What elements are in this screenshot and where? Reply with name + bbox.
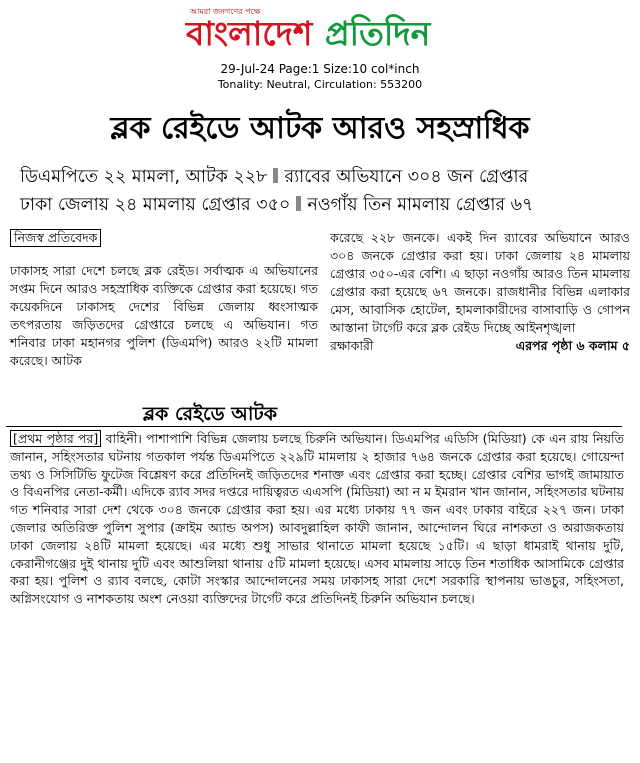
continuation-note: এরপর পৃষ্ঠা ৬ কলাম ৫: [515, 338, 630, 353]
subhead-separator: [296, 196, 301, 211]
continuation-heading: ব্লক রেইডে আটক: [142, 403, 278, 425]
subhead-separator: [273, 168, 278, 183]
masthead-name-part2: প্রতিদিন: [325, 14, 431, 53]
article-column-2-text: করেছে ২২৮ জনকে। একই দিন র‌্যাবের অভিযানে আরও ৩০৪ জনকে গ্রেপ্তার করা হয়। ঢাকা জেলায় ২৪ মামলায় গ্রেপ্তার ৩৫০-এর বেশি। এ ছাড়া নওগাঁয় আরও তিন মামলায় গ্রেপ্তার করা হয়েছে ৬৭ জনকে। রাজধানীর বিভিন্ন এলাকার মেস, আবাসিক হোটেল, হামলাকারীদের বাসাবাড়ি ও গোপন আস্তানা টার্গেট করে ব্লক রেইড দিচ্ছে আইনশৃঙ্খলা: [330, 230, 630, 335]
masthead: [0, 2, 640, 54]
article-column-2: [330, 229, 630, 355]
byline: নিজস্ব প্রতিবেদক: [10, 229, 101, 247]
masthead-tagline: আমরা জনগণের পক্ষে: [190, 7, 261, 16]
article-column-1: ঢাকাসহ সারা দেশে চলছে ব্লক রেইড। সর্বাত্মক এ অভিযানের সপ্তম দিনে আরও সহস্রাধিক ব্যক্তিকে গ্রেপ্তার করা হয়েছে। গত কয়েকদিনে ঢাকাসহ দেশের বিভিন্ন জেলায় ধ্বংসাত্মক তৎপরতায় জড়িতদের গ্রেপ্তারে চলছে এ অভিযান। গত শনিবার ঢাকা মহানগর পুলিশ (ডিএমপি) আরও ২২টি মামলা করেছে। আটক: [10, 263, 318, 368]
continuation-text: বাহিনী। পাশাপাশি বিভিন্ন জেলায় চলছে চিরুনি অভিযান। ডিএমপির এডিসি (মিডিয়া) কে এন রায় নিয়তি জানান, সহিংসতার ঘটনায় গতকাল পর্যন্ত ডিএমপিতে ২২৯টি মামলায় ২ হাজার ৭৬৪ জনকে গ্রেপ্তার করা হয়েছে। গোয়েন্দা তথ্য ও সিসিটিভি ফুটেজ বিশ্লেষণ করে প্রতিদিনই জড়িতদের শনাক্ত এবং গ্রেপ্তার করা হচ্ছে। গ্রেপ্তার বেশির ভাগই জামায়াত ও বিএনপির নেতা-কর্মী। এদিকে র‌্যাব সদর দপ্তরে দায়িত্বরত এএসপি (মিডিয়া) আ ন ম ইমরান খান জানান, সহিংসতার ঘটনায় গত শনিবার সারা দেশ থেকে ৩০৪ জনকে গ্রেপ্তার করা হয়। এর মধ্যে ঢাকায় ৭৭ জন এবং ঢাকার বাইরে ২২৭ জন। ঢাকা জেলার অতিরিক্ত পুলিশ সুপার (ক্রাইম অ্যান্ড অপস) আবদুল্লাহিল কাফী জানান, আন্দোলন ঘিরে নাশকতা ও অরাজকতায় ঢাকা জেলায় ২৪টি মামলা হয়েছে। এর মধ্যে শুধু সাভার থানাতে মামলা হয়েছে ১৫টি। এ ছাড়া ধামরাই থানায় দুটি, কেরানীগঞ্জের দুই থানায় দুটি এবং আশুলিয়া থানায় ৫টি মামলা হয়েছে। এসব মামলায় সাড়ে তিন শতাধিক আসামিকে গ্রেপ্তার করা হয়। পুলিশ ও র‌্যাব বলছে, কোটা সংস্কার আন্দোলনের সময় ঢাকাসহ সারা দেশে সরকারি স্থাপনায় ভাঙচুর, সহিংসতা, অগ্নিসংযোগ ও নাশকতায় অংশ নেওয়া ব্যক্তিদের টার্গেট করে প্রতিদিনই চিরুনি অভিযান চলছে।: [10, 431, 624, 607]
continuation-last-word: রক্ষাকারী: [330, 338, 374, 353]
clip-meta-line1: 29-Jul-24 Page:1 Size:10 col*inch: [220, 62, 420, 76]
clip-meta-line2: Tonality: Neutral, Circulation: 553200: [217, 78, 423, 91]
subhead-line2: [20, 192, 620, 218]
subhead-dmp: ডিএমপিতে ২২ মামলা, আটক ২২৮: [20, 167, 268, 187]
subhead-line1: [20, 164, 620, 190]
subhead-dhaka: ঢাকা জেলায় ২৪ মামলায় গ্রেপ্তার ৩৫০: [20, 195, 291, 215]
masthead-name-part1: বাংলাদেশ: [186, 14, 313, 53]
headline: ব্লক রেইডে আটক আরও সহস্রাধিক: [110, 111, 530, 146]
continuation-row: [330, 337, 630, 355]
continuation-prefix: [প্রথম পৃষ্ঠার পর]: [10, 430, 101, 447]
subhead-rab: র‌্যাবের অভিযানে ৩০৪ জন গ্রেপ্তার: [284, 167, 529, 187]
continuation-body: [10, 430, 624, 608]
subhead-naogaon: নওগাঁয় তিন মামলায় গ্রেপ্তার ৬৭: [307, 195, 534, 215]
